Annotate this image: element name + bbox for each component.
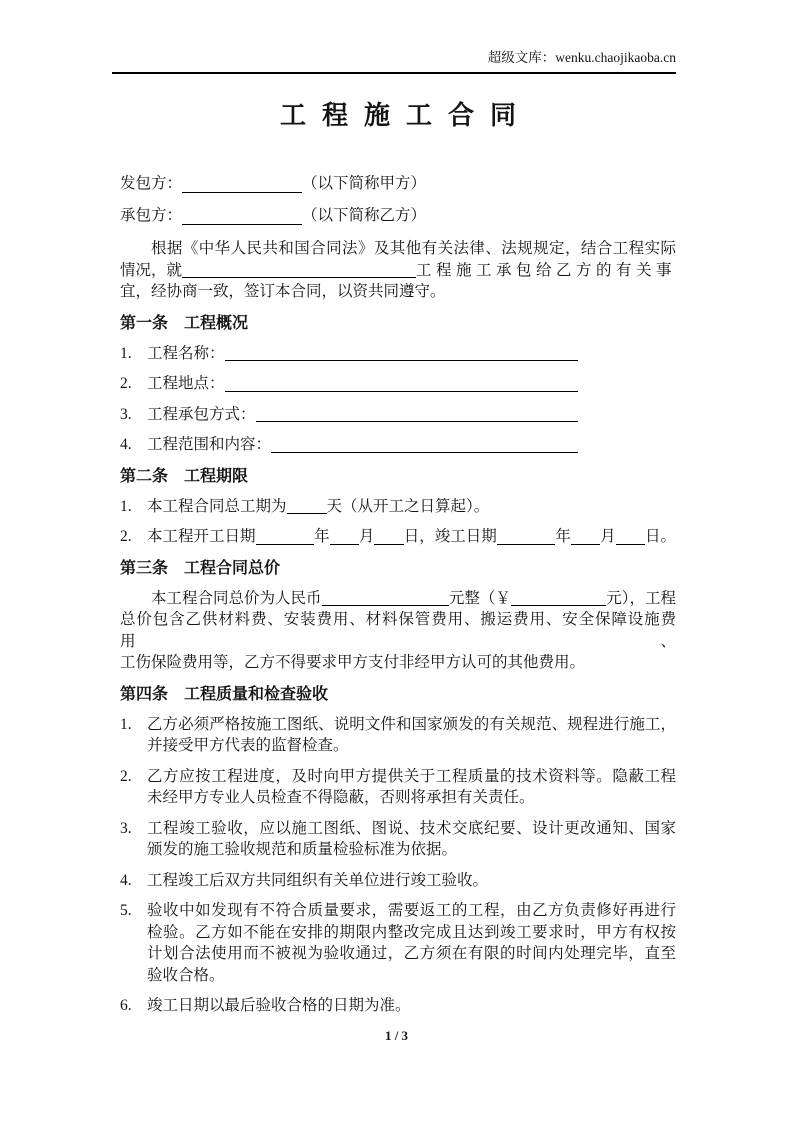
price-line-3: 工伤保险费用等，乙方不得要求甲方支付非经甲方认可的其他费用。 [120,654,586,671]
item-text-line: 检验。乙方如不能在安排的期限内整改完成且达到竣工要求时，甲方有权按 [147,923,676,941]
section-4-item-5 [120,900,676,986]
price-text-1: 本工程合同总价为人民币 [151,589,322,607]
section-2-item-2 [120,526,676,548]
item-text-line: 并接受甲方代表的监督检查。 [147,737,349,754]
section-1-item-4 [120,434,676,456]
price-line-2: 总价包含乙供材料费、安装费用、材料保管费用、搬运费用、安全保障设施费用、 [120,611,676,650]
section-4-title: 工程质量和检查验收 [184,685,329,703]
item-text-line: 验收合格。 [147,966,225,984]
year-label: 年 [314,528,330,545]
page-title: 工程施工合同 [279,101,532,130]
finish-date-label: 日，竣工日期 [403,528,497,545]
section-1-item-3 [120,404,676,426]
item-text-line: 工程竣工验收，应以施工图纸、图说、技术交底纪要、设计更改通知、国家 [147,819,676,837]
preamble-line-3: 宜，经协商一致，签订本合同，以资共同遵守。 [120,283,446,300]
section-4-item-4 [120,870,676,892]
preamble-line-2-after: 工程施工承包给乙方的有关事 [415,261,676,279]
party-a-row [120,172,676,196]
party-a-label: 发包方： [120,175,183,192]
section-1-item-1 [120,343,676,365]
item-text-line: 乙方应按工程进度，及时向甲方提供关于工程质量的技术资料等。隐蔽工程 [147,767,676,785]
item-text-line: 工程竣工后双方共同组织有关单位进行竣工验收。 [147,871,489,889]
item-number: 2. [120,528,132,545]
item-number: 6. [120,997,132,1014]
preamble-line-2-before: 情况，就 [120,261,183,279]
watermark-header [112,0,676,74]
item-number: 4. [120,436,132,453]
finish-month-blank [571,544,600,545]
section-1-item-2 [120,373,676,395]
parties-block [120,172,676,228]
item-number: 2. [120,767,132,785]
item-text-line: 乙方必须严格按施工图纸、说明文件和国家颁发的有关规范、规程进行施工， [147,715,676,733]
month-label: 月 [600,528,616,545]
party-b-label: 承包方： [120,207,183,224]
item-text-line: 竣工日期以最后验收合格的日期为准。 [147,997,411,1014]
section-3-number: 第三条 [120,559,169,577]
item-text-line: 验收中如发现有不符合质量要求，需要返工的工程，由乙方负责修好再进行 [147,902,676,919]
start-date-label: 本工程开工日期 [147,528,256,545]
contract-price-paragraph [120,588,676,674]
duration-text-before: 本工程合同总工期为 [147,497,287,515]
project-name-inline-blank [182,277,416,278]
party-b-row [120,204,676,228]
price-line-1 [120,588,676,610]
scope-content-blank [271,452,578,453]
preamble-line-1: 根据《中华人民共和国合同法》及其他有关法律、法规规定，结合工程实际 [151,240,676,257]
start-year-blank [256,544,315,545]
item-number: 4. [120,871,132,889]
duration-days-blank [287,513,327,514]
party-b-note: （以下简称乙方） [302,207,427,224]
section-3-title: 工程合同总价 [184,559,281,577]
preamble-paragraph [120,238,676,303]
start-month-blank [330,544,359,545]
amount-figures-blank [511,605,606,606]
project-location-blank [225,391,578,392]
section-2-number: 第二条 [120,467,169,485]
scope-content-label: 工程范围和内容： [147,436,272,453]
item-number: 1. [120,715,132,733]
section-4-item-2 [120,766,676,809]
section-4-item-3 [120,818,676,861]
project-name-label: 工程名称： [147,344,225,362]
duration-text-after: 天（从开工之日算起）。 [326,497,490,515]
year-label: 年 [555,528,571,545]
page-number: 1 / 3 [384,1028,409,1043]
party-a-name-blank [182,192,302,193]
section-2-heading [120,466,676,487]
price-text-3: 元），工程 [606,589,676,607]
section-1-heading [120,313,676,334]
section-3-heading [120,558,676,579]
amount-words-blank [322,605,449,606]
item-number: 5. [120,902,132,919]
watermark-text: 超级文库：wenku.chaojikaoba.cn [487,50,676,65]
section-2-item-1 [120,496,676,518]
section-4-heading [120,684,676,705]
start-day-blank [374,544,403,545]
party-b-name-blank [182,224,302,225]
item-number: 3. [120,405,132,423]
section-1-title: 工程概况 [184,314,249,332]
section-4-item-6 [120,995,676,1017]
party-a-note: （以下简称甲方） [302,175,427,192]
section-2-title: 工程期限 [184,467,249,485]
month-label: 月 [358,528,375,545]
finish-year-blank [497,544,556,545]
item-text-line: 计划合法使用而不被视为验收通过，乙方须在有限的时间内处理完毕，直至 [147,945,676,962]
price-text-2: 元整（￥ [448,589,511,607]
project-name-blank [225,360,578,361]
contract-method-label: 工程承包方式： [147,405,256,423]
day-label: 日。 [644,528,676,545]
section-4-number: 第四条 [120,685,169,703]
item-number: 1. [120,497,132,515]
item-number: 1. [120,344,132,362]
item-number: 2. [120,375,132,392]
project-location-label: 工程地点： [147,375,225,392]
section-4-item-1 [120,714,676,757]
item-number: 3. [120,819,132,837]
section-1-number: 第一条 [120,314,169,332]
contract-method-blank [256,421,578,422]
finish-day-blank [616,544,645,545]
item-text-line: 颁发的施工验收规范和质量检验标准为依据。 [147,841,458,858]
item-text-line: 未经甲方专业人员检查不得隐蔽，否则将承担有关责任。 [147,789,535,806]
preamble-line-2 [120,260,676,282]
